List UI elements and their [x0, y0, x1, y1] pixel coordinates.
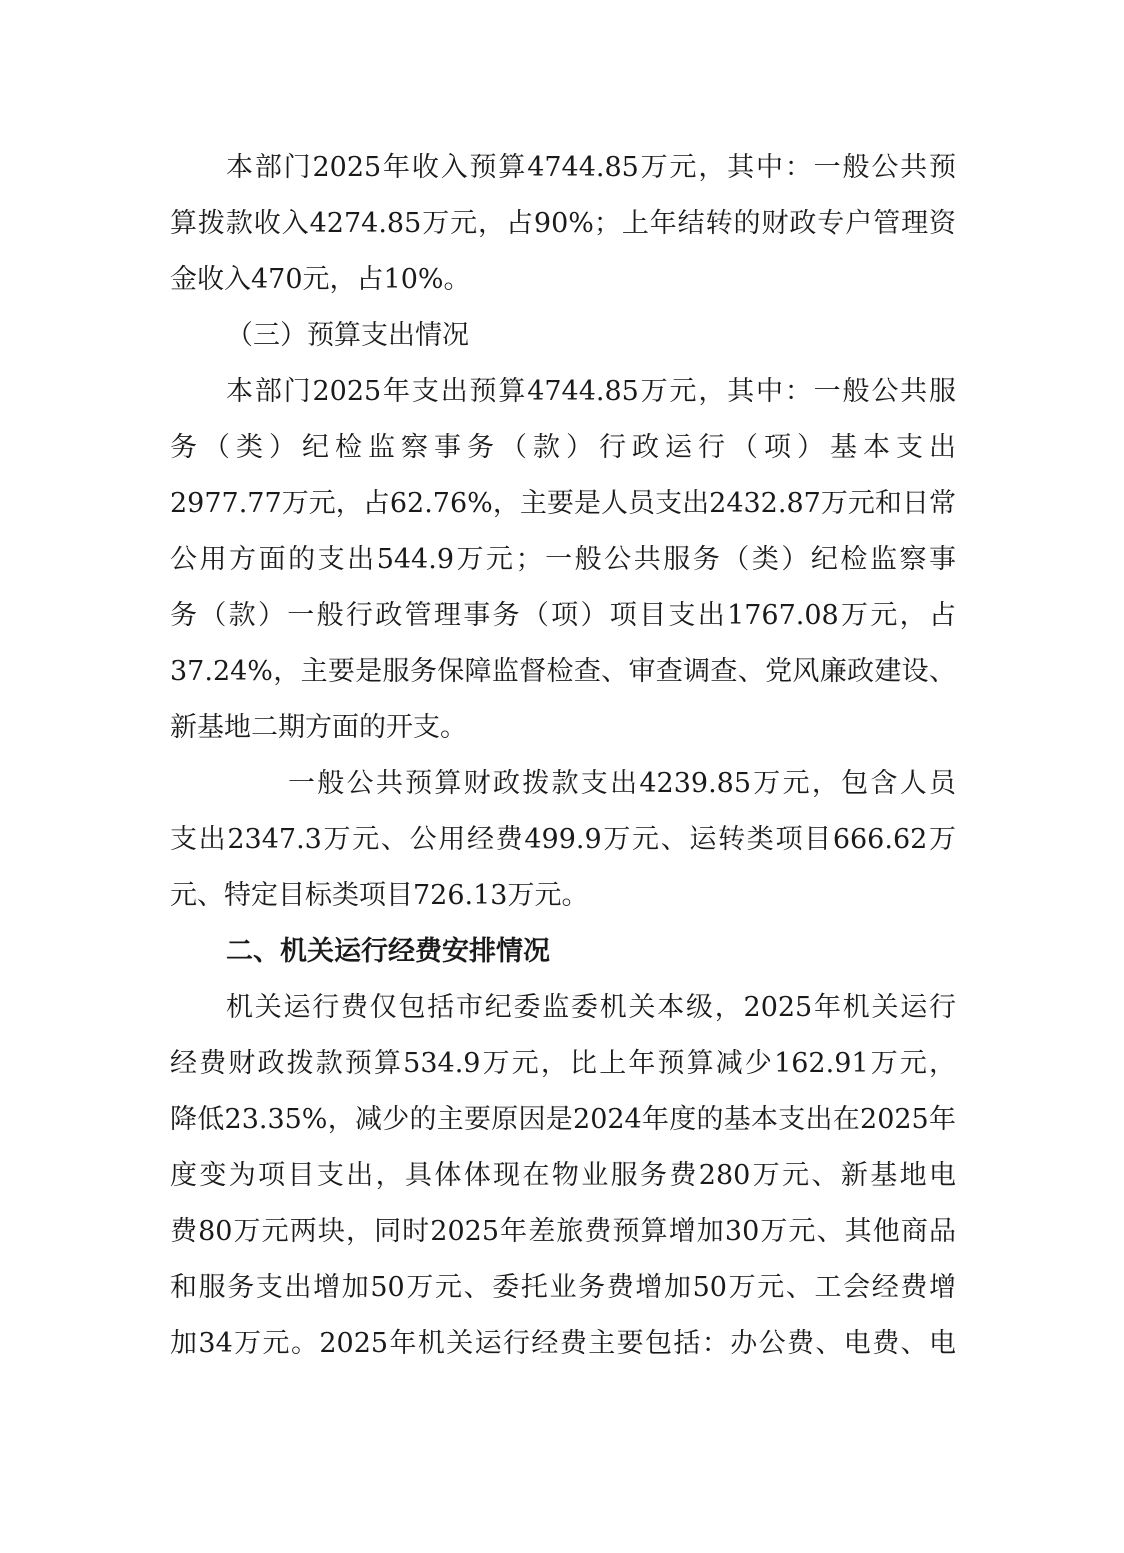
- paragraph-operating-line-5: 费80万元两块，同时2025年差旅费预算增加30万元、其他商品: [170, 1216, 956, 1247]
- paragraph-operating-line-3: 降低23.35%，减少的主要原因是2024年度的基本支出在2025年: [170, 1104, 956, 1135]
- section-heading-expenditure: （三）预算支出情况: [226, 320, 469, 351]
- paragraph-operating-line-2: 经费财政拨款预算534.9万元，比上年预算减少162.91万元，: [170, 1048, 956, 1079]
- paragraph-income-line-1: 本部门2025年收入预算4744.85万元，其中：一般公共预: [226, 152, 956, 183]
- paragraph-appropriation-line-1: 一般公共预算财政拨款支出4239.85万元，包含人员: [288, 768, 956, 799]
- paragraph-operating-line-1: 机关运行费仅包括市纪委监委机关本级，2025年机关运行: [226, 992, 956, 1023]
- paragraph-operating-line-7: 加34万元。2025年机关运行经费主要包括：办公费、电费、电: [170, 1328, 956, 1359]
- paragraph-expenditure-line-2: 务（类）纪检监察事务（款）行政运行（项）基本支出: [170, 432, 956, 463]
- paragraph-expenditure-line-7: 新基地二期方面的开支。: [170, 712, 467, 743]
- paragraph-expenditure-line-1: 本部门2025年支出预算4744.85万元，其中：一般公共服: [226, 376, 956, 407]
- paragraph-expenditure-line-3: 2977.77万元，占62.76%，主要是人员支出2432.87万元和日常: [170, 488, 956, 519]
- paragraph-appropriation-line-2: 支出2347.3万元、公用经费499.9万元、运转类项目666.62万: [170, 824, 956, 855]
- paragraph-expenditure-line-6: 37.24%，主要是服务保障监督检查、审查调查、党风廉政建设、: [170, 656, 956, 687]
- paragraph-operating-line-6: 和服务支出增加50万元、委托业务费增加50万元、工会经费增: [170, 1272, 956, 1303]
- paragraph-income-line-3: 金收入470元，占10%。: [170, 264, 471, 295]
- paragraph-expenditure-line-5: 务（款）一般行政管理事务（项）项目支出1767.08万元，占: [170, 600, 956, 631]
- section-heading-operating-funds: 二、机关运行经费安排情况: [226, 936, 550, 967]
- paragraph-appropriation-line-3: 元、特定目标类项目726.13万元。: [170, 880, 589, 911]
- paragraph-income-line-2: 算拨款收入4274.85万元，占90%；上年结转的财政专户管理资: [170, 208, 956, 239]
- paragraph-operating-line-4: 度变为项目支出，具体体现在物业服务费280万元、新基地电: [170, 1160, 956, 1191]
- paragraph-expenditure-line-4: 公用方面的支出544.9万元；一般公共服务（类）纪检监察事: [170, 544, 956, 575]
